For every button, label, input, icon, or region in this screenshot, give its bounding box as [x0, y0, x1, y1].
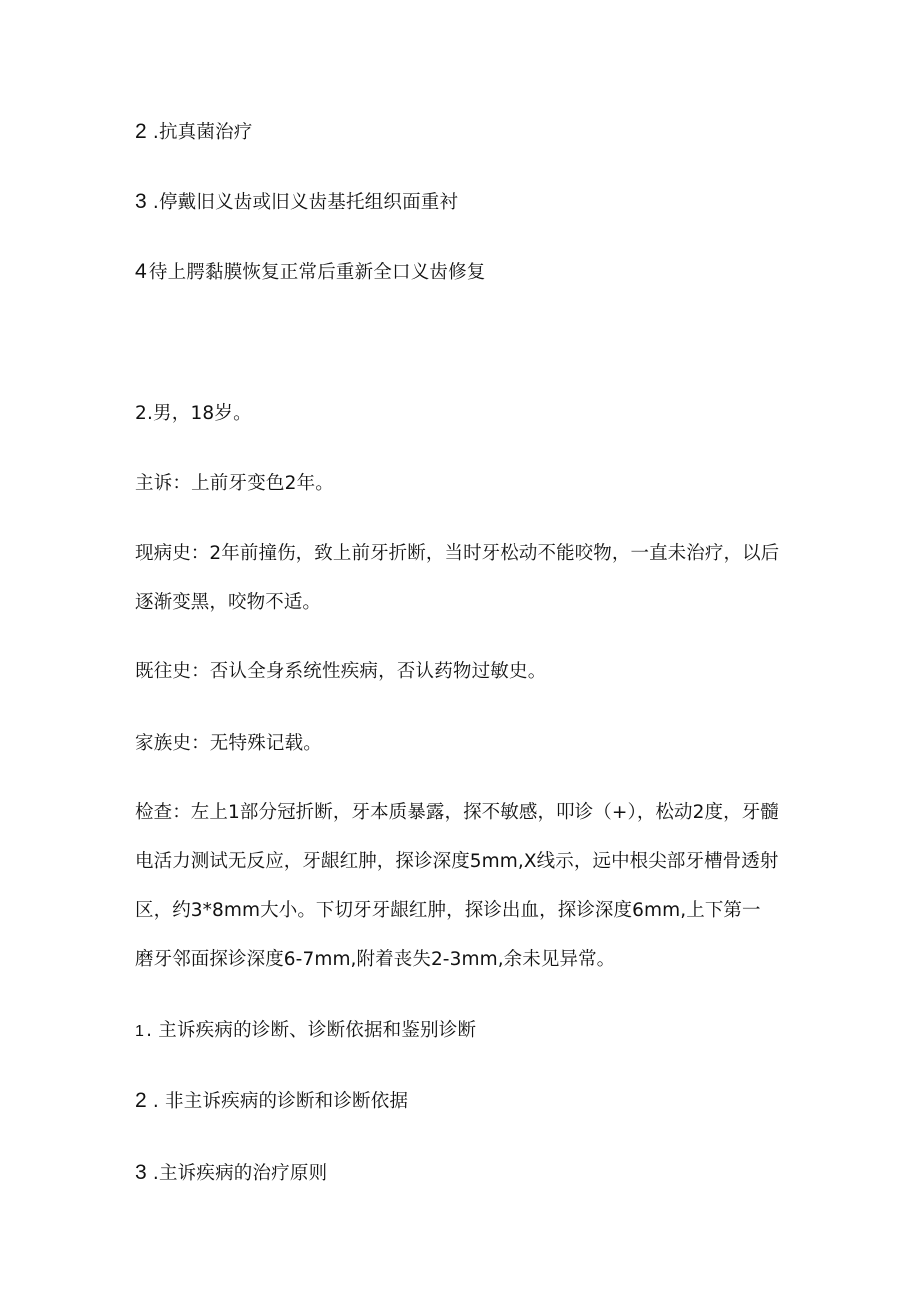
question-item — [135, 1091, 408, 1112]
treatment-item — [135, 192, 458, 213]
exam-line: 电活力测试无反应，牙龈红肿，探诊深度5mm,X线示，远中根尖部牙槽骨透射 — [135, 851, 779, 872]
present-history-line: 逐渐变黑，咬物不适。 — [135, 592, 322, 613]
treatment-item — [135, 122, 252, 143]
treatment-item-number: 2 — [135, 120, 147, 143]
treatment-item-text: .停戴旧义齿或旧义齿基托组织面重衬 — [152, 192, 459, 213]
present-history-line: 现病史：2年前撞伤，致上前牙折断，当时牙松动不能咬物，一直未治疗，以后 — [135, 543, 780, 564]
treatment-item — [135, 262, 486, 283]
question-item-text: .主诉疾病的治疗原则 — [152, 1163, 328, 1184]
chief-complaint: 主诉：上前牙变色2年。 — [135, 473, 334, 494]
exam-line: 区，约3*8mm大小。下切牙牙龈红肿，探诊出血，探诊深度6mm,上下第一 — [135, 900, 761, 921]
question-item — [135, 1021, 476, 1042]
exam-line: 检查：左上1部分冠折断，牙本质暴露，探不敏感，叩诊（+），松动2度，牙髓 — [135, 802, 779, 823]
exam-line: 磨牙邻面探诊深度6-7mm,附着丧失2-3mm,余未见异常。 — [135, 949, 616, 970]
question-item-number: 3 — [135, 1161, 147, 1184]
past-history: 既往史：否认全身系统性疾病，否认药物过敏史。 — [135, 661, 547, 682]
treatment-item-number: 3 — [135, 190, 147, 213]
family-history: 家族史：无特殊记载。 — [135, 733, 323, 754]
treatment-item-text: .抗真菌治疗 — [152, 122, 253, 143]
question-item — [135, 1163, 327, 1184]
question-item-number: 2 — [135, 1089, 147, 1112]
question-item-text: . 非主诉疾病的诊断和诊断依据 — [152, 1091, 409, 1112]
question-item-text: . 主诉疾病的诊断、诊断依据和鉴别诊断 — [146, 1020, 477, 1041]
treatment-item-number: 4 — [135, 260, 147, 283]
question-item-number: 1 — [135, 1023, 145, 1040]
treatment-item-text: 待上腭黏膜恢复正常后重新全口义齿修复 — [148, 262, 486, 283]
case-title: 2.男，18岁。 — [135, 403, 252, 424]
